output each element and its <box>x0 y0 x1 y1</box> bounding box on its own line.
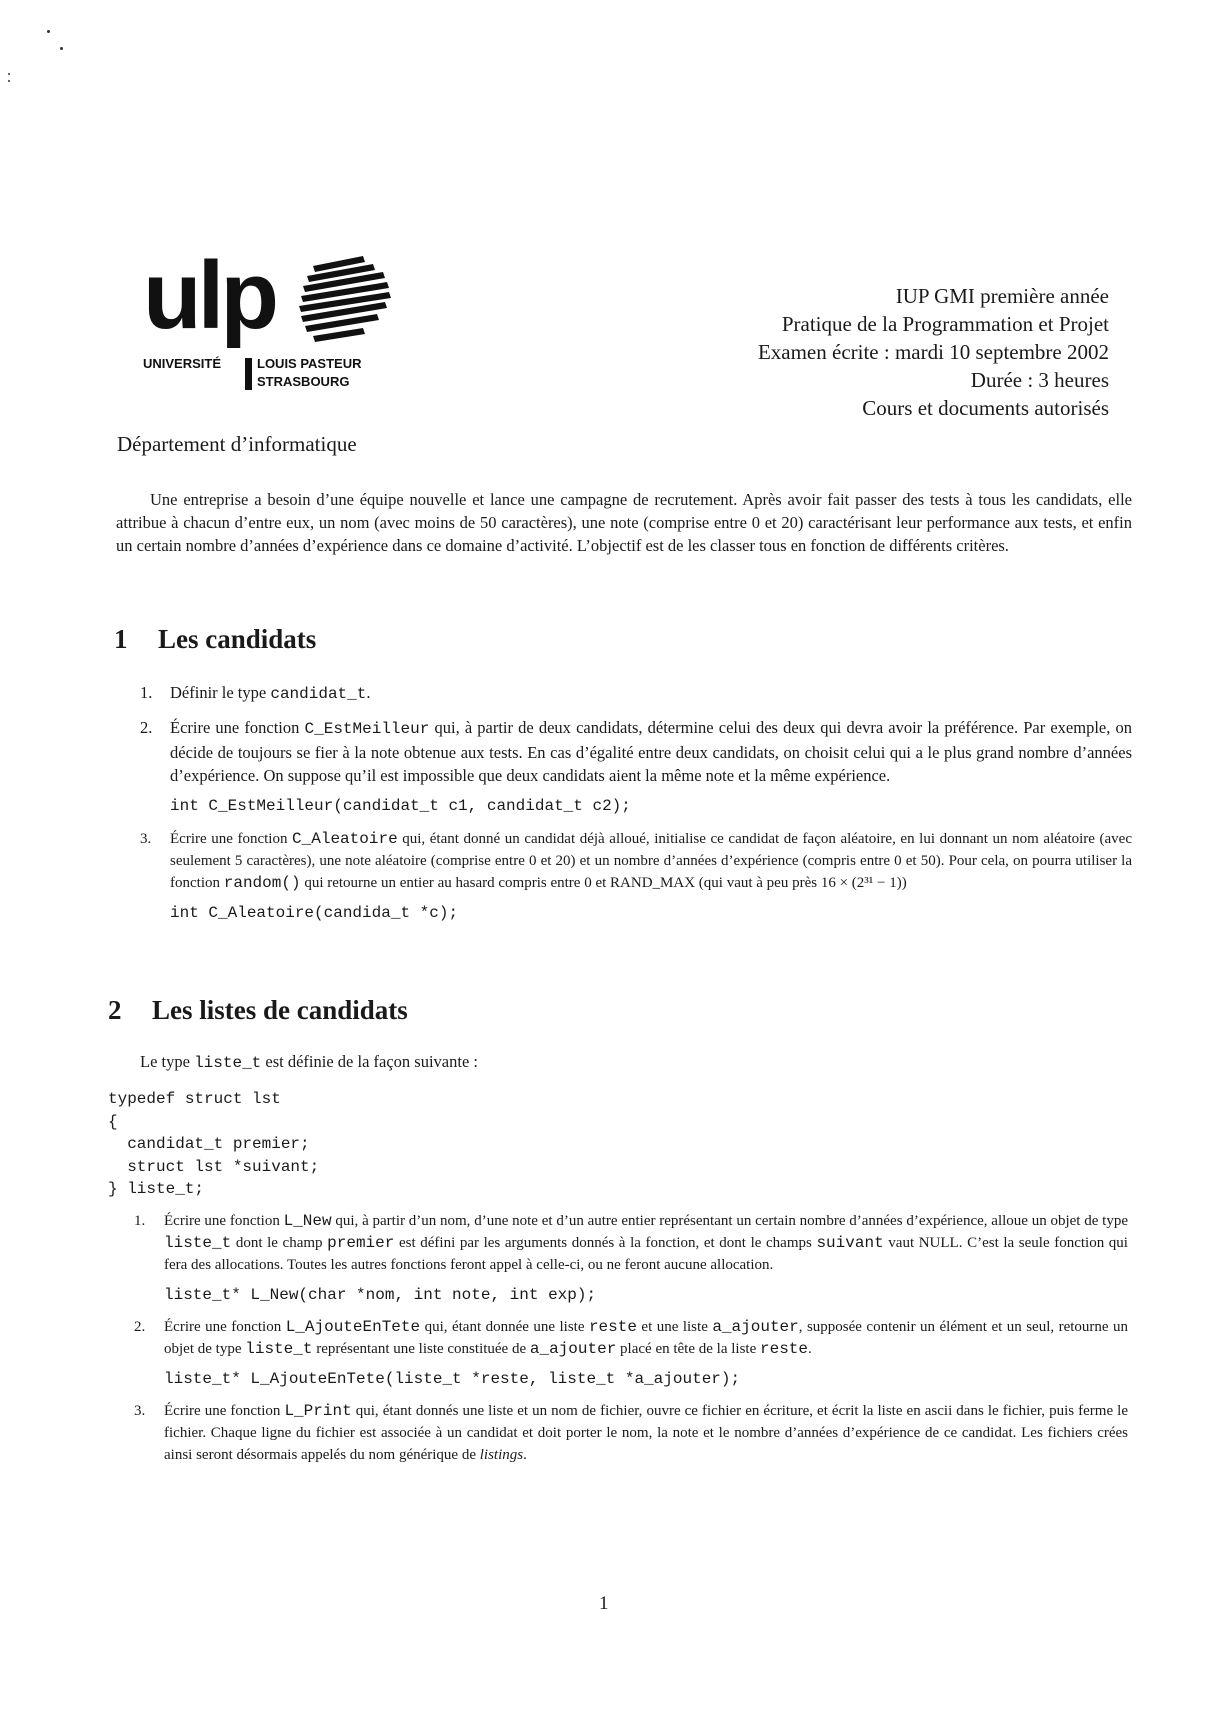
list-item <box>134 1400 1128 1466</box>
list-item <box>134 1210 1128 1306</box>
department-name: Département d’informatique <box>117 432 357 456</box>
inline-code: liste_t <box>245 1340 313 1358</box>
scan-speck <box>47 30 50 33</box>
intro-text: est définie de la façon suivante : <box>261 1052 478 1071</box>
inline-code: reste <box>759 1340 808 1358</box>
logo-wordmark: ulp <box>143 242 275 349</box>
item-text: placé en tête de la liste <box>616 1341 760 1357</box>
inline-code: candidat_t <box>270 685 367 703</box>
item-text: , supposée contenir un élément et un seul, retourne un objet de type <box>164 1319 1129 1357</box>
function-prototype: liste_t* L_AjouteEnTete(liste_t *reste, liste_t *a_ajouter); <box>164 1370 741 1388</box>
item-text: vaut NULL. C’est la seule fonction qui fera des allocations. Toutes les autres fonctions feront appel à celle-ci, ou ne feront aucune allocation. <box>164 1235 1128 1273</box>
list-item <box>140 828 1132 924</box>
item-number: 1. <box>134 1213 146 1229</box>
item-text: qui, à partir d’un nom, d’une note et d’un autre entier représentant un certain nombre d’années d’expérience, alloue un objet de type <box>331 1213 1129 1229</box>
inline-code: liste_t <box>194 1054 262 1072</box>
list-item <box>140 716 1132 818</box>
inline-code: premier <box>327 1234 395 1252</box>
item-text: dont le champ <box>231 1235 328 1251</box>
item-text: . <box>523 1447 527 1463</box>
header-exam-date: Examen écrite : mardi 10 septembre 2002 <box>757 340 1109 364</box>
header-documents: Cours et documents autorisés <box>862 396 1109 420</box>
function-prototype: int C_EstMeilleur(candidat_t c1, candidat_t c2); <box>170 797 631 815</box>
item-number: 2. <box>140 718 153 737</box>
section-2-heading <box>108 995 408 1026</box>
function-prototype: int C_Aleatoire(candida_t *c); <box>170 904 459 922</box>
section-number: 2 <box>108 995 122 1025</box>
header-course: Pratique de la Programmation et Projet <box>781 312 1109 336</box>
item-text: qui, étant donnés une liste et un nom de fichier, ouvre ce fichier en écriture, et écrit la liste en ascii dans le fichier, puis ferme le fichier. Chaque ligne du fichier est associée à un candidat et doit porter le nom, la note et le nombre d’années d’expérience de ce candidat. Les fichiers crées ainsi seront désormais appelés du nom générique de <box>164 1403 1129 1463</box>
intro-text: Le type <box>140 1052 195 1071</box>
logo-city-label: STRASBOURG <box>257 374 350 389</box>
scan-speck <box>60 47 63 50</box>
inline-code: L_New <box>283 1212 332 1230</box>
section-1-list <box>140 681 1132 924</box>
item-text: . <box>366 683 371 702</box>
item-text: Écrire une fonction <box>170 718 305 737</box>
inline-code: C_EstMeilleur <box>304 720 430 738</box>
section-2-intro <box>140 1052 478 1072</box>
inline-code: suivant <box>816 1234 884 1252</box>
item-text: qui, étant donnée une liste <box>420 1319 589 1335</box>
item-text: et une liste <box>636 1319 713 1335</box>
item-text: qui, étant donné un candidat déjà alloué, initialise ce candidat de façon aléatoire, en lui donnant un nom aléatoire (avec seulement 5 caractères), une note aléatoire (comprise entre 0 et 20) et un nombre d’années d’expérience (compris entre 0 et 50). Pour cela, on pourra utiliser la fonction <box>170 831 1132 891</box>
inline-code: random() <box>223 874 301 892</box>
item-text: Écrire une fonction <box>170 831 293 847</box>
item-text: qui retourne un entier au hasard compris entre 0 et RAND_MAX (qui vaut à peu près 16 × (2³¹ − 1)) <box>300 875 907 891</box>
item-text: qui, à partir de deux candidats, détermine celui des deux qui devra avoir la préférence. Par exemple, on décide de toujours se fier à la note obtenue aux tests. En cas d’égalité entre deux candidats, on choisit celui qui a le plus grand nombre d’années d’expérience. On suppose qu’il est impossible que deux candidats aient la même note et la même expérience. <box>170 718 1132 785</box>
list-item <box>140 681 1132 706</box>
scan-speck <box>8 80 10 82</box>
typedef-code-block: typedef struct lst { candidat_t premier; struct lst *suivant; } liste_t; <box>108 1090 320 1198</box>
item-number: 3. <box>134 1403 146 1419</box>
inline-code: L_Print <box>284 1402 352 1420</box>
section-number: 1 <box>114 624 128 654</box>
page-number: 1 <box>599 1593 609 1614</box>
item-text: Définir le type <box>170 683 271 702</box>
italic-term: listings <box>479 1447 524 1463</box>
inline-code: reste <box>588 1318 637 1336</box>
item-number: 2. <box>134 1319 146 1335</box>
logo-divider <box>245 358 252 390</box>
section-2-list <box>134 1210 1128 1466</box>
item-text: est défini par les arguments donnés à la fonction, et dont le champs <box>394 1235 817 1251</box>
inline-code: a_ajouter <box>712 1318 799 1336</box>
logo-university-label: UNIVERSITÉ <box>143 356 222 371</box>
scan-speck <box>8 73 10 75</box>
item-text: Écrire une fonction <box>164 1403 285 1419</box>
section-title: Les candidats <box>158 624 317 654</box>
function-prototype: liste_t* L_New(char *nom, int note, int exp); <box>164 1286 597 1304</box>
intro-paragraph: Une entreprise a besoin d’une équipe nouvelle et lance une campagne de recrutement. Après avoir fait passer des tests à tous les candidats, elle attribue à chacun d’entre eux, un nom (avec moins de 50 caractères), une note (comprise entre 0 et 20) caractérisant leur performance aux tests, et enfin un certain nombre d’années d’expérience dans ce domaine d’activité. L’objectif est de les classer tous en fonction de différents critères. <box>116 490 1132 555</box>
item-text: Écrire une fonction <box>164 1319 286 1335</box>
inline-code: liste_t <box>164 1234 232 1252</box>
university-logo <box>143 242 393 408</box>
inline-code: L_AjouteEnTete <box>285 1318 421 1336</box>
logo-stripes-icon <box>293 256 393 346</box>
section-title: Les listes de candidats <box>152 995 408 1025</box>
list-item <box>134 1316 1128 1390</box>
item-number: 3. <box>140 831 152 847</box>
exam-header <box>758 282 1109 422</box>
item-text: . <box>808 1341 812 1357</box>
logo-name-label: LOUIS PASTEUR <box>257 356 362 371</box>
section-1-heading <box>114 624 316 655</box>
item-text: représentant une liste constituée de <box>312 1341 530 1357</box>
header-duration: Durée : 3 heures <box>970 368 1109 392</box>
item-text: Écrire une fonction <box>164 1213 284 1229</box>
inline-code: C_Aleatoire <box>292 830 398 848</box>
header-program: IUP GMI première année <box>895 284 1109 308</box>
item-number: 1. <box>140 683 153 702</box>
inline-code: a_ajouter <box>529 1340 617 1358</box>
